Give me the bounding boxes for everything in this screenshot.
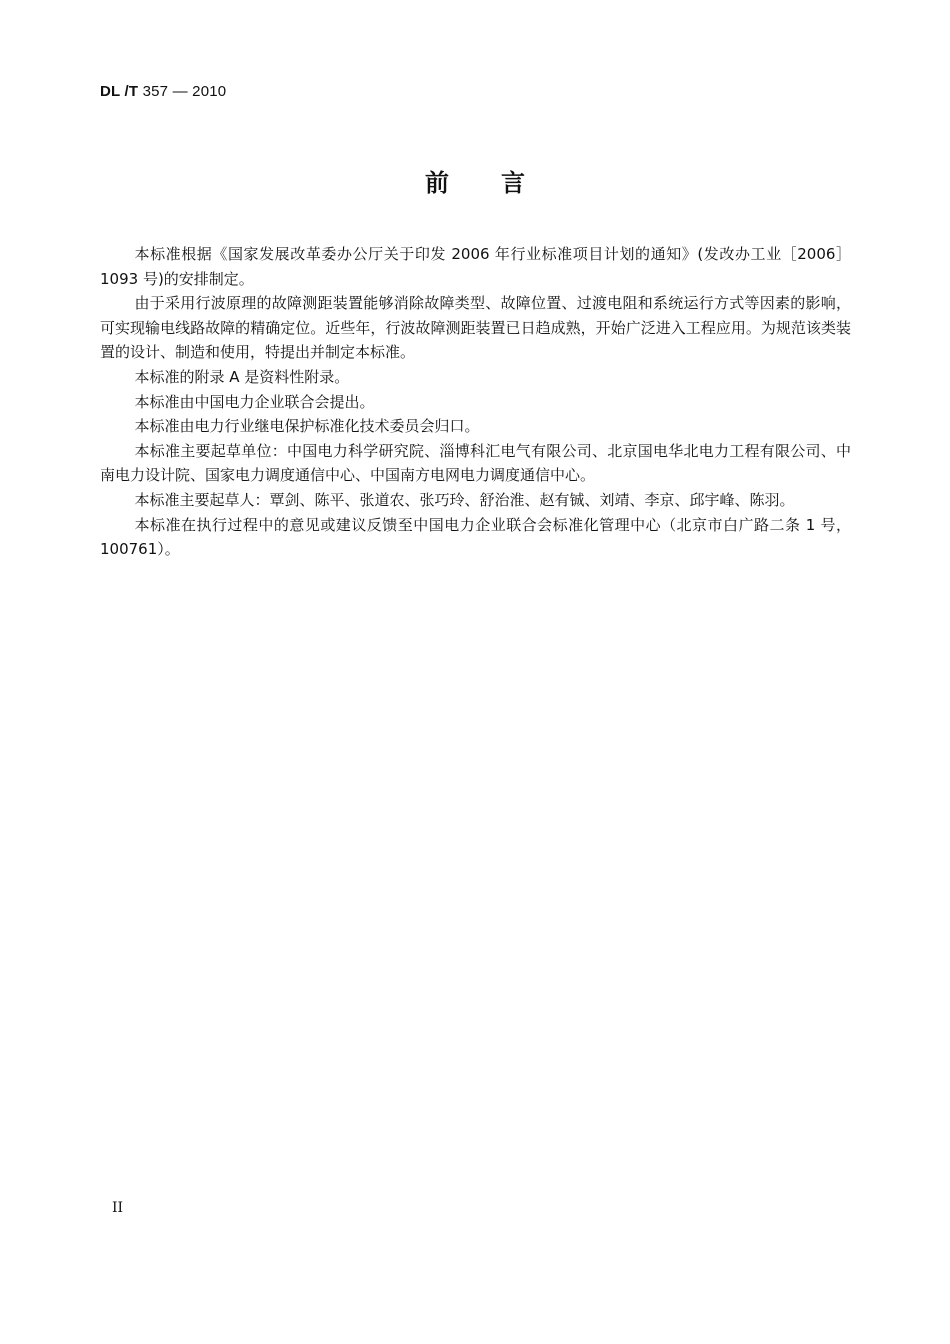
paragraph-proposer: 本标准由中国电力企业联合会提出。	[134, 392, 375, 411]
paragraph-basis: 本标准根据《国家发展改革委办公厅关于印发 2006 年行业标准项目计划的通知》(发改办工业［2006］1093 号)的安排制定。	[100, 245, 851, 288]
standard-code	[100, 83, 226, 100]
standard-code-prefix: DL /T	[100, 83, 139, 100]
page-title: 前言	[425, 169, 577, 197]
paragraph-drafting-units: 本标准主要起草单位：中国电力科学研究院、淄博科汇电气有限公司、北京国电华北电力工程有限公司、中南电力设计院、国家电力调度通信中心、中国南方电网电力调度通信中心。	[100, 441, 851, 485]
foreword-body	[100, 242, 851, 562]
paragraph-feedback: 本标准在执行过程中的意见或建议反馈至中国电力企业联合会标准化管理中心（北京市白广路二条 1 号，100761）。	[100, 515, 851, 559]
standard-code-number: 357 — 2010	[138, 83, 227, 100]
paragraph-committee: 本标准由电力行业继电保护标准化技术委员会归口。	[134, 417, 480, 436]
page-number: II	[112, 1200, 124, 1216]
paragraph-appendix: 本标准的附录 A 是资料性附录。	[134, 367, 350, 386]
paragraph-drafters: 本标准主要起草人：覃剑、陈平、张道农、张巧玲、舒治淮、赵有铖、刘靖、李京、邱宇峰、陈羽。	[134, 490, 795, 509]
paragraph-background: 由于采用行波原理的故障测距装置能够消除故障类型、故障位置、过渡电阻和系统运行方式等因素的影响，可实现输电线路故障的精确定位。近些年，行波故障测距装置已日趋成熟，开始广泛进入工程应用。为规范该类装置的设计、制造和使用，特提出并制定本标准。	[100, 294, 851, 362]
